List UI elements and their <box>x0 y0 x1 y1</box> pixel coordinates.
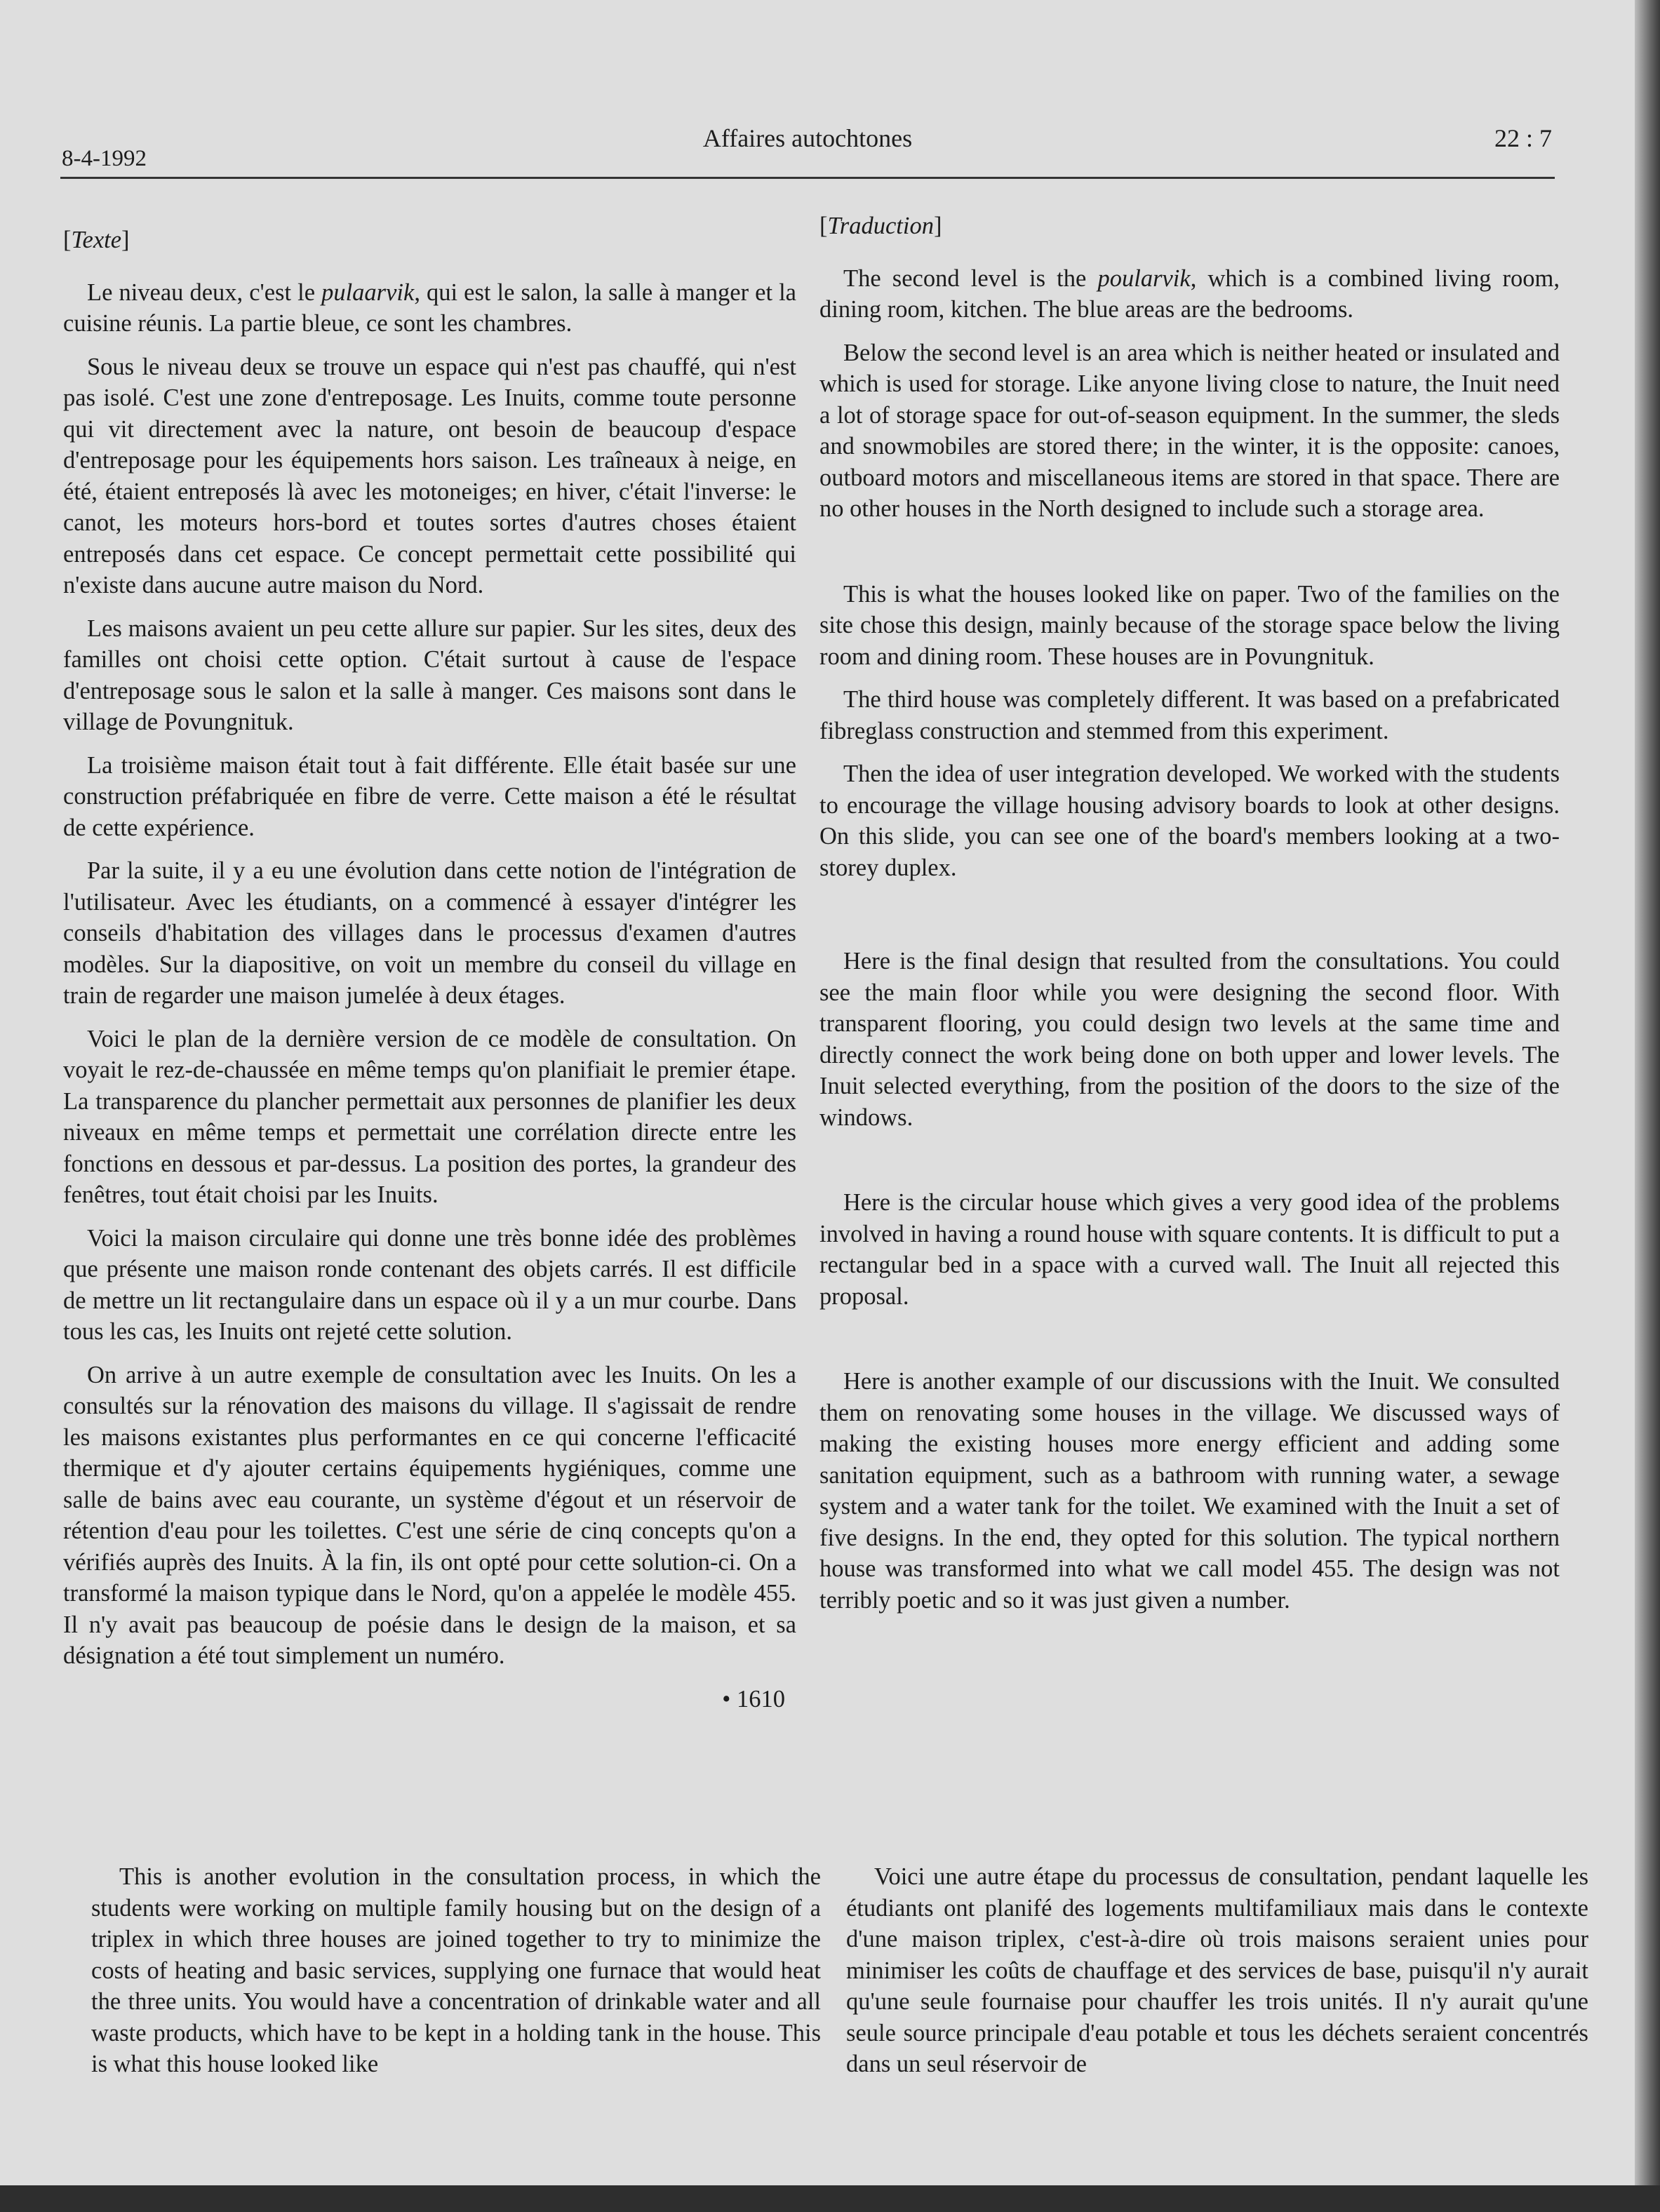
paragraph: Par la suite, il y a eu une évolution dans cette notion de l'intégration de l'utilisateur. Avec les étudiants, on a commencé à essayer d'intégrer les conseils d'habitation des villages dans le processus d'examen d'autres modèles. Sur la diapositive, on voit un membre du conseil du village en train de regarder une maison jumelée à deux étages. <box>63 857 796 1009</box>
text-run: The second level is the <box>843 264 1098 292</box>
paragraph: La troisième maison était tout à fait différente. Elle était basée sur une construction préfabriquée en fibre de verre. Cette maison a été le résultat de cette expérience. <box>63 751 796 841</box>
paragraph: Voici une autre étape du processus de consultation, pendant laquelle les étudiants ont planifé des logements multifamiliaux mais dans le contexte d'une maison triplex, c'est-à-dire où trois maisons seraient unies pour minimiser les coûts de chauffage et des services de base, puisqu'il n'y aurait qu'une seule fournaise pour chauffer les trois unités. Il n'y aurait qu'une seule source principale d'eau potable et tous les déchets seraient concentrés dans un seul réservoir de <box>846 1863 1588 2077</box>
paragraph-gap <box>819 1324 1560 1366</box>
paragraph: Then the idea of user integration developed. We worked with the students to encourage the village housing advisory boards to look at other designs. On this slide, you can see one of the board's members looking at a two-storey duplex. <box>819 760 1560 881</box>
paragraph: This is another evolution in the consultation process, in which the students were working on multiple family housing but on the design of a triplex in which three houses are joined together to try to minimize the costs of heating and basic services, supplying one furnace that would heat the three units. You would have a concentration of drinkable water and all waste products, which have to be kept in a holding tank in the house. This is what this house looked like <box>91 1863 821 2077</box>
page-edge-shadow <box>1635 0 1660 2212</box>
paragraph <box>63 277 796 340</box>
paragraph: Voici le plan de la dernière version de ce modèle de consultation. On voyait le rez-de-chaussée en même temps qu'on planifiait le premier étape. La transparence du plancher permettait aux personnes de planifier les deux niveaux en même temps et permettait une corrélation directe entre les fonctions en dessous et par-dessus. La position des portes, la grandeur des fenêtres, tout était choisi par les Inuits. <box>63 1025 796 1208</box>
section-tag-traduction: [Traduction] <box>819 213 942 239</box>
text-run: Le niveau deux, c'est le <box>87 279 322 306</box>
paragraph: Les maisons avaient un peu cette allure sur papier. Sur les sites, deux des familles ont choisi cette option. C'était surtout à cause de l'espace d'entreposage sous le salon et la salle à manger. Ces maisons sont dans le village de Povungnituk. <box>63 615 796 735</box>
header-page-number: 22 : 7 <box>1494 124 1552 152</box>
paragraph-gap <box>819 537 1560 579</box>
paragraph: On arrive à un autre exemple de consultation avec les Inuits. On les a consultés sur la rénovation des maisons du village. Il s'agissait de rendre les maisons existantes plus performantes en ce qui concerne l'efficacité thermique et d'y ajouter certains équipements hygiéniques, comme une salle de bains avec eau courante, un système d'égout et un réservoir de rétention d'eau pour les toilettes. C'est une série de cinq concepts qu'on a vérifiés auprès des Inuits. À la fin, ils ont opté pour cette solution-ci. On a transformé la maison typique dans le Nord, qu'on a appelée le modèle 455. Il n'y avait pas beaucoup de poésie dans le design de la maison, et sa désignation a été tout simplement un numéro. <box>63 1361 796 1669</box>
section-tag-label: Texte <box>71 227 122 253</box>
paragraph: Here is the final design that resulted from the consultations. You could see the main floor while you were designing the second floor. With transparent flooring, you could design two levels at the same time and directly connect the work being done on both upper and lower levels. The Inuit selected everything, from the position of the doors to the size of the windows. <box>819 948 1560 1131</box>
text-run: , which is a combined living room, dining room, kitchen. The blue areas are the bedrooms. <box>819 264 1560 323</box>
text-run: , qui est le salon, la salle à manger et la cuisine réunis. La partie bleue, ce sont les chambres. <box>63 279 796 337</box>
right-column-english <box>819 210 1560 1628</box>
page-header <box>60 121 1555 179</box>
italic-term: pulaarvik <box>321 279 415 306</box>
header-date: 8-4-1992 <box>62 146 147 171</box>
paragraph: Here is another example of our discussions with the Inuit. We consulted them on renovating some houses in the village. We discussed ways of making the existing houses more energy efficient and adding some sanitation equipment, such as a bathroom with running water, a sewage system and a water tank for the toilet. We examined with the Inuit a set of five designs. In the end, they opted for this solution. The typical northern house was transformed into what we call model 455. The design was not terribly poetic and so it was just given a number. <box>819 1368 1560 1614</box>
paragraph: This is what the houses looked like on paper. Two of the families on the site chose this design, mainly because of the storage space below the living room and dining room. These houses are in Povungnituk. <box>819 580 1560 670</box>
italic-term: poularvik <box>1097 264 1191 292</box>
paragraph: Voici la maison circulaire qui donne une très bonne idée des problèmes que présente une maison ronde contenant des objets carrés. Il est difficile de mettre un lit rectangulaire dans un espace où il y a un mur courbe. Dans tous les cas, les Inuits ont rejeté cette solution. <box>63 1224 796 1345</box>
page-bottom-shadow <box>0 2185 1660 2212</box>
section-tag-texte: [Texte] <box>63 227 130 253</box>
header-title: Affaires autochtones <box>702 124 913 152</box>
timestamp-marker: • 1610 <box>722 1685 785 1712</box>
section-tag-label: Traduction <box>827 213 934 239</box>
left-column-english-continued <box>91 1861 821 2080</box>
paragraph-gap <box>819 895 1560 946</box>
paragraph <box>819 263 1560 326</box>
left-column-french <box>63 224 796 1729</box>
paragraph: Here is the circular house which gives a very good idea of the problems involved in having a round house with square contents. It is difficult to put a rectangular bed in a space with a curved wall. The Inuit all rejected this proposal. <box>819 1189 1560 1310</box>
paragraph: Below the second level is an area which is neither heated or insulated and which is used for storage. Like anyone living close to nature, the Inuit need a lot of storage space for out-of-season equipment. In the summer, the sleds and snowmobiles are stored there; in the winter, it is the opposite: canoes, outboard motors and miscellaneous items are stored in that space. There are no other houses in the North designed to include such a storage area. <box>819 339 1560 522</box>
paragraph: The third house was completely different. It was based on a prefabricated fibreglass construction and stemmed from this experiment. <box>819 686 1560 744</box>
paragraph-gap <box>819 1145 1560 1187</box>
right-column-french-continued <box>846 1861 1588 2080</box>
paragraph: Sous le niveau deux se trouve un espace qui n'est pas chauffé, qui n'est pas isolé. C'est une zone d'entreposage. Les Inuits, comme toute personne qui vit directement avec la nature, ont besoin de beaucoup d'espace d'entreposage pour les équipements hors saison. Les traîneaux à neige, en été, étaient entreposés là avec les motoneiges; en hiver, c'était l'inverse: le canot, les moteurs hors-bord et toutes sortes d'autres choses étaient entreposés dans cet espace. Ce concept permettait cette possibilité qui n'existe dans aucune autre maison du Nord. <box>63 353 796 598</box>
